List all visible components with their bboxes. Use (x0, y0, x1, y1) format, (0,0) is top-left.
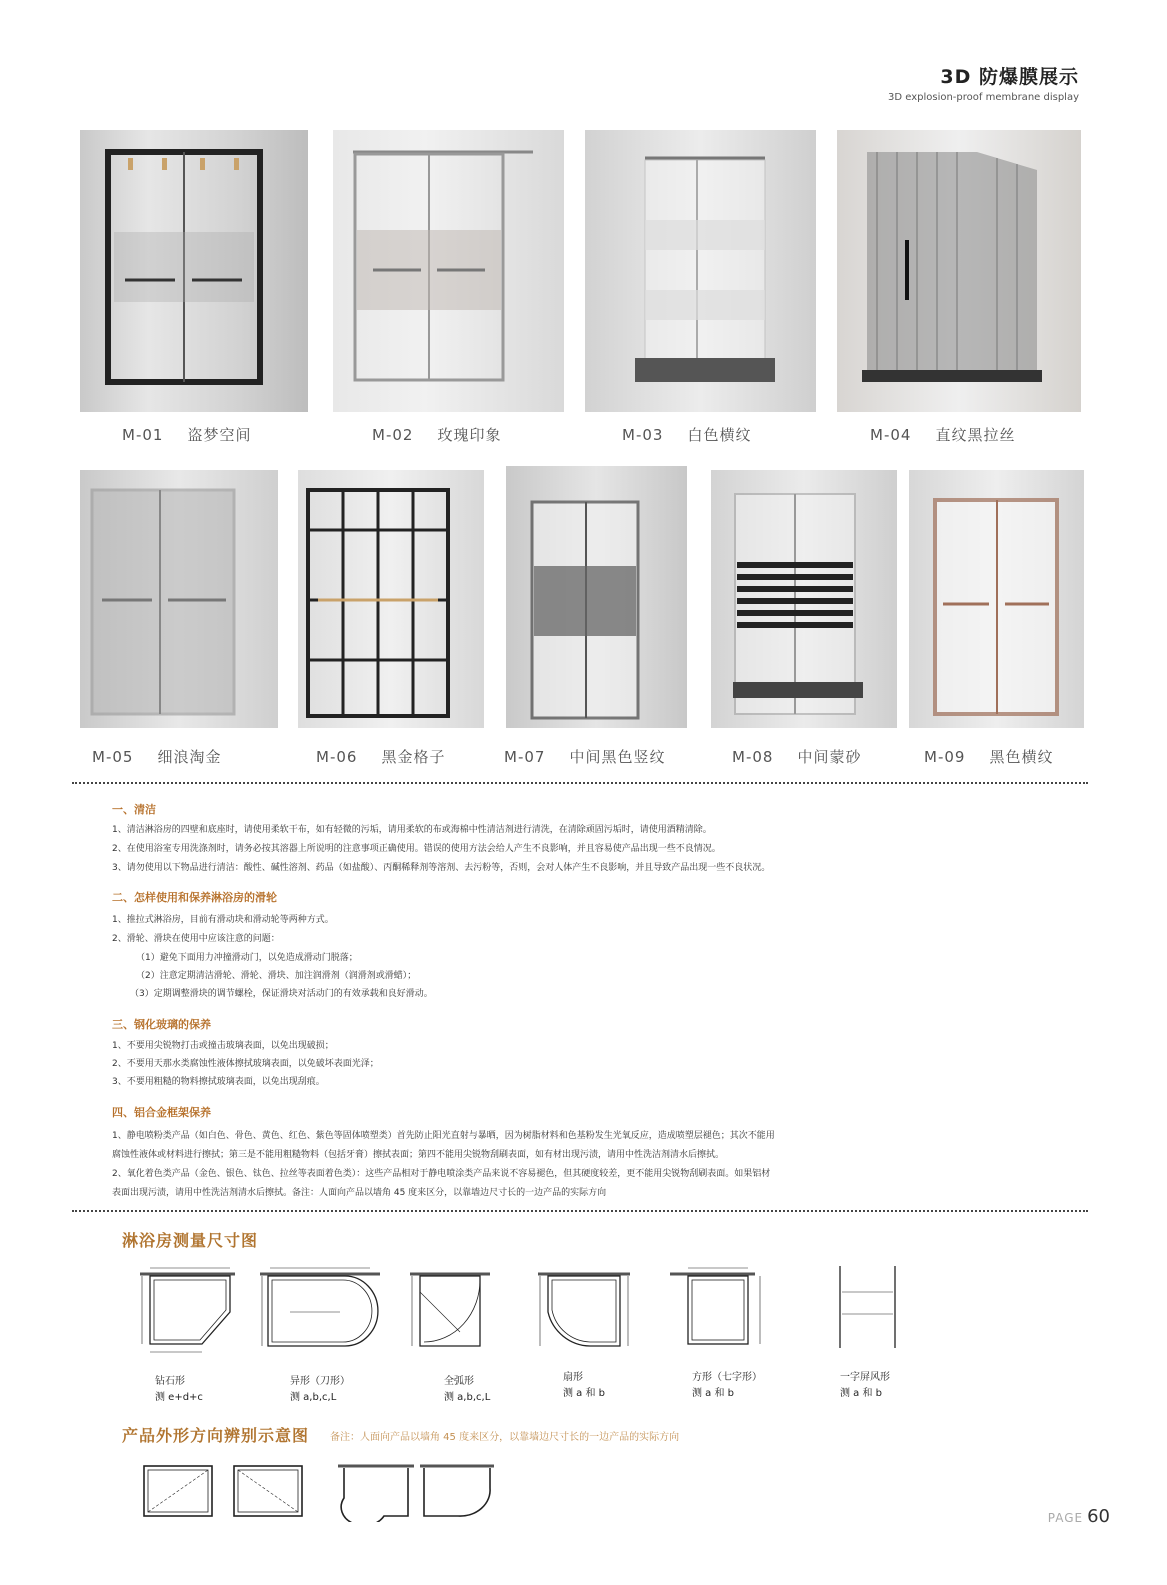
sector-shape-diagram (538, 1274, 630, 1346)
care-line: 1、不要用尖锐物打击或撞击玻璃表面，以免出现破损； (112, 1041, 334, 1051)
shape-label-diamond: 钻石形 测 e+d+c (155, 1376, 203, 1403)
care-line: 2、氧化着色类产品（金色、银色、钛色、拉丝等表面着色类）：这些产品相对于静电喷涂类产品来说不容易褪色，但其硬度较差，更不能用尖锐物刮刷表面。如果铝材 (112, 1169, 771, 1179)
product-caption-m02: M-02 玫瑰印象 (372, 426, 502, 444)
shower-door-illustration (80, 130, 308, 412)
care-subline: （1）避免下面用力冲撞滑动门，以免造成滑动门脱落； (136, 953, 358, 963)
care-line: 2、滑轮、滑块在使用中应该注意的问题： (112, 934, 280, 944)
product-photo-m06 (298, 470, 484, 728)
care-heading-rollers: 二、怎样使用和保养淋浴房的滑轮 (112, 891, 277, 904)
shape-label-full-arc: 全弧形 测 a,b,c,L (444, 1376, 491, 1403)
screen-shape-diagram (840, 1266, 895, 1348)
product-caption-m06: M-06 黑金格子 (316, 748, 446, 766)
care-line: 1、静电喷粉类产品（如白色、骨色、黄色、红色、紫色等固体喷塑类）首先防止阳光直射与暴晒，因为树脂材料和色基粉发生光氧反应，造成喷塑层褪色；其次不能用 (112, 1131, 775, 1141)
page-title: 3D 防爆膜展示 (940, 66, 1079, 88)
page-number: PAGE 60 (1047, 1506, 1110, 1527)
full-arc-shape-diagram (410, 1274, 490, 1346)
product-caption-m09: M-09 黑色横纹 (924, 748, 1054, 766)
shape-label-screen: 一字屏风形 测 a 和 b (840, 1372, 890, 1399)
care-heading-glass: 三、钢化玻璃的保养 (112, 1018, 211, 1031)
care-heading-cleaning: 一、清洁 (112, 803, 156, 816)
care-subline: （2）注意定期清洁滑轮、滑轮、滑块、加注润滑剂（润滑剂或滑蜡）； (136, 971, 417, 981)
product-photo-m05 (80, 470, 278, 728)
care-line: 2、在使用浴室专用洗涤剂时，请务必按其溶器上所说明的注意事项正确使用。错误的使用方法会给人产生不良影响，并且容易使产品出现一些不良情况。 (112, 844, 721, 854)
care-line: 表面出现污渍，请用中性洗洁剂清水后擦拭。备注：人面向产品以墙角 45 度来区分，以靠墙边尺寸长的一边产品的实际方向 (112, 1188, 607, 1198)
care-subline: （3）定期调整滑块的调节螺栓，保证滑块对活动门的有效承载和良好滑动。 (130, 989, 433, 999)
knife-shape-diagram (260, 1268, 380, 1346)
product-caption-m08: M-08 中间蒙砂 (732, 748, 862, 766)
dotted-divider (72, 1210, 1088, 1212)
page-subtitle: 3D explosion-proof membrane display (887, 92, 1079, 103)
measure-diagrams (130, 1262, 910, 1372)
measure-heading: 淋浴房测量尺寸图 (122, 1231, 259, 1250)
care-line: 3、不要用粗糙的物料擦拭玻璃表面，以免出现刮痕。 (112, 1077, 325, 1087)
shape-label-knife: 异形（刀形） 测 a,b,c,L (290, 1376, 350, 1403)
product-photo-m09 (909, 470, 1084, 728)
shape-label-square: 方形（七字形） 测 a 和 b (692, 1372, 762, 1399)
shape-label-sector: 扇形 测 a 和 b (563, 1372, 606, 1399)
product-caption-m03: M-03 白色横纹 (622, 426, 752, 444)
care-line: 1、推拉式淋浴房，目前有滑动块和滑动轮等两种方式。 (112, 915, 334, 925)
diamond-shape-diagram (140, 1268, 235, 1352)
product-photo-m01 (80, 130, 308, 412)
product-photo-m02 (333, 130, 564, 412)
product-photo-m08 (711, 470, 897, 728)
product-photo-m07 (506, 466, 687, 728)
care-line: 2、不要用天那水类腐蚀性液体擦拭玻璃表面，以免破坏表面光泽； (112, 1059, 379, 1069)
care-line: 3、请勿使用以下物品进行清洁：酸性、碱性溶剂、药品（如盐酸）、丙酮稀释剂等溶剂、去污粉等，否则，会对人体产生不良影响，并且导致产品出现一些不良状况。 (112, 863, 771, 873)
dotted-divider (72, 782, 1088, 784)
product-photo-m04 (837, 130, 1081, 412)
product-caption-m07: M-07 中间黑色竖纹 (504, 748, 666, 766)
direction-diagrams (138, 1458, 498, 1522)
direction-heading: 产品外形方向辨别示意图 (122, 1426, 310, 1445)
product-caption-m04: M-04 直纹黑拉丝 (870, 426, 1016, 444)
care-line: 腐蚀性液体或材料进行擦拭；第三是不能用粗糙物料（包括牙膏）擦拭表面；第四不能用尖锐物刮刷表面，如有材出现污渍，请用中性洗洁剂清水后擦拭。 (112, 1150, 725, 1160)
care-line: 1、清洁淋浴房的四壁和底座时，请使用柔软干布，如有轻微的污垢，请用柔软的布或海棉中性清洁剂进行清洗，在清除顽固污垢时，请使用酒精清除。 (112, 825, 712, 835)
product-caption-m01: M-01 盗梦空间 (122, 426, 252, 444)
direction-note: 备注：人面向产品以墙角 45 度来区分，以靠墙边尺寸长的一边产品的实际方向 (330, 1432, 680, 1443)
product-photo-m03 (585, 130, 816, 412)
square-shape-diagram (670, 1268, 760, 1344)
product-caption-m05: M-05 细浪淘金 (92, 748, 222, 766)
care-heading-frame: 四、铝合金框架保养 (112, 1106, 211, 1119)
